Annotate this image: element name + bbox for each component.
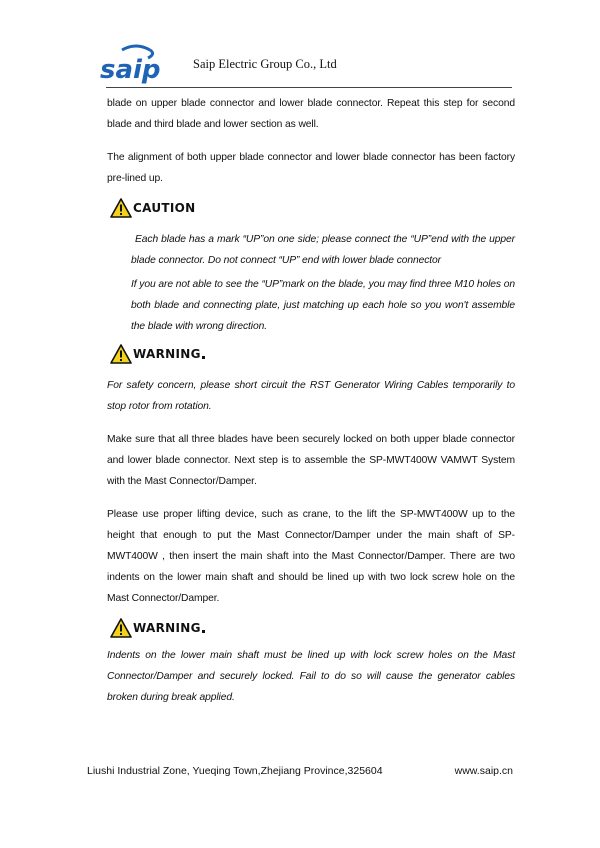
caution-heading	[110, 197, 195, 219]
warning-label-1: WARNING	[133, 347, 201, 361]
header-divider	[106, 87, 512, 88]
warning-text-indents: Indents on the lower main shaft must be lined up with lock screw holes on the Mast Connector/Damper and securely locked. Fail to do so will cause the generator cables broken during break applied.	[107, 650, 515, 703]
caution-label: CAUTION	[133, 201, 196, 215]
saip-logo	[98, 42, 174, 90]
caution-text-m10-holes: If you are not able to see the “UP”mark on the blade, you may find three M10 holes on both blade and connecting plate, just matching up each hole so you won't assemble the blade with wrong direction.	[131, 279, 515, 332]
paragraph-alignment: The alignment of both upper blade connector and lower blade connector has been factory pre-lined up.	[107, 152, 515, 184]
warning-triangle-icon	[110, 198, 132, 218]
warning-triangle-icon	[110, 344, 132, 364]
warning-heading-1	[110, 343, 205, 365]
warning-heading-2	[110, 617, 205, 639]
warning-dot	[202, 630, 205, 633]
caution-text-up-mark: Each blade has a mark “UP”on one side; please connect the “UP”end with the upper blade connector. Do not connect “UP” end with lower blade connector	[131, 234, 515, 266]
warning-triangle-icon	[110, 618, 132, 638]
paragraph-locked-blades: Make sure that all three blades have been securely locked on both upper blade connector and lower blade connector. Next step is to assemble the SP-MWT400W VAMWT System with the Mast Connector/Damper.	[107, 434, 515, 487]
warning-label-2: WARNING	[133, 621, 201, 635]
warning-dot	[202, 356, 205, 359]
warning-text-short-circuit: For safety concern, please short circuit the RST Generator Wiring Cables temporarily to stop rotor from rotation.	[107, 380, 515, 412]
footer-website: www.saip.cn	[454, 765, 513, 777]
logo-text: saip	[100, 55, 161, 85]
footer-address: Liushi Industrial Zone, Yueqing Town,Zhejiang Province,325604	[87, 765, 383, 777]
paragraph-blade-connector: blade on upper blade connector and lower blade connector. Repeat this step for second blade and third blade and lower section as well.	[107, 98, 515, 130]
paragraph-lifting-device: Please use proper lifting device, such as crane, to the lift the SP-MWT400W up to the height that enough to put the Mast Connector/Damper under the main shaft of SP-MWT400W , then insert the main shaft into the Mast Connector/Damper. There are two indents on the lower main shaft and should be lined up with two lock screw hole on the Mast Connector/Damper.	[107, 509, 515, 604]
company-name: Saip Electric Group Co., Ltd	[193, 57, 337, 71]
